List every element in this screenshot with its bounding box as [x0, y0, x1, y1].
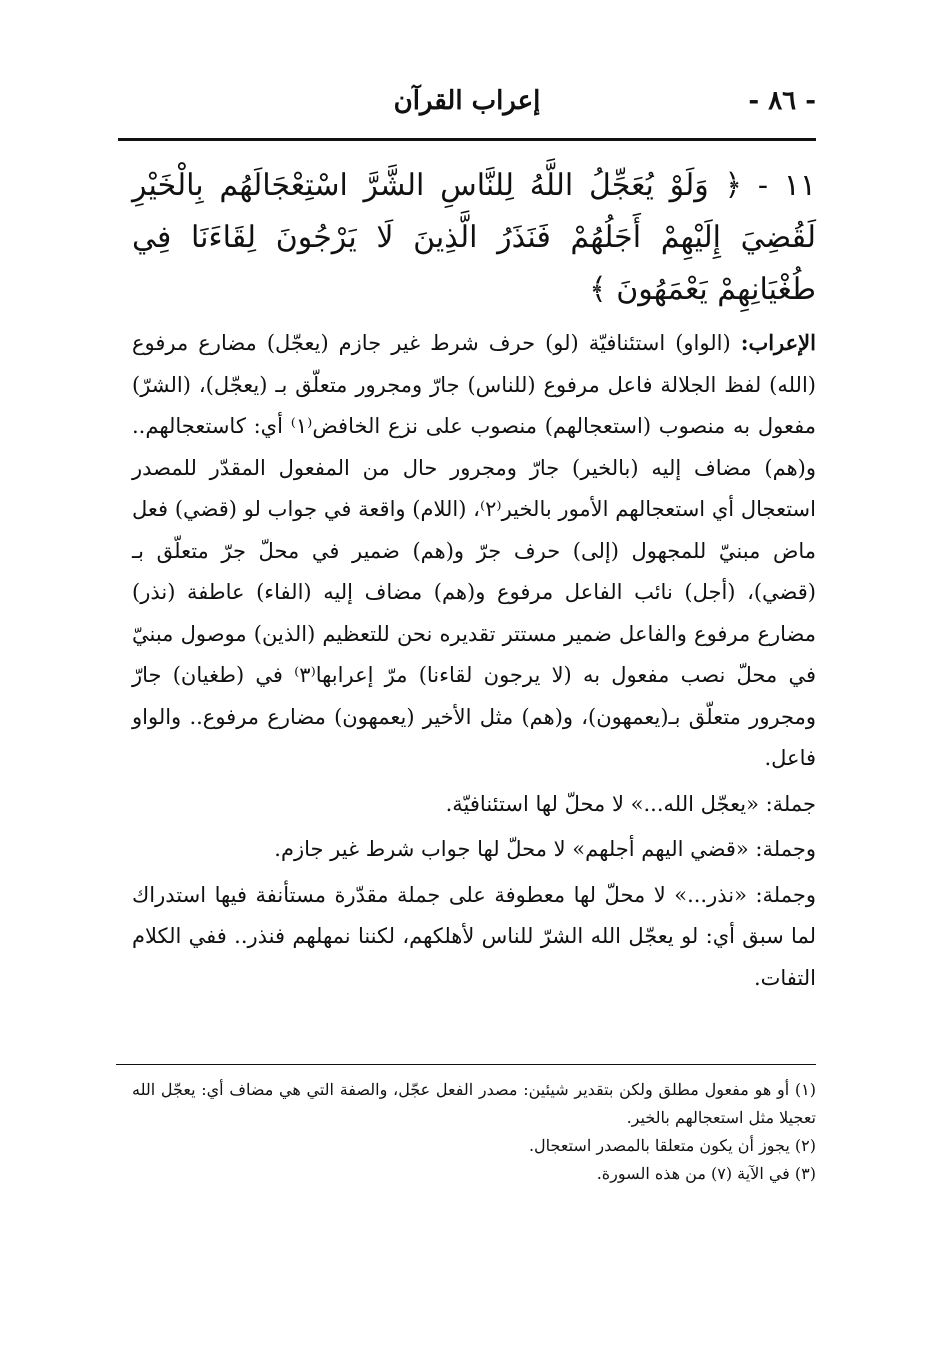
footnote-rule: [116, 1064, 816, 1065]
grammar-analysis: [132, 322, 816, 780]
page-number: - ٨٦ -: [748, 86, 816, 116]
running-title: إعراب القرآن: [393, 86, 541, 116]
analysis-text: (الواو) استئنافيّة (لو) حرف شرط غير جازم (يعجّل) مضارع مرفوع (الله) لفظ الجلالة فاعل مرفوع (للناس) جارّ ومجرور متعلّق بـ (يعجّل)، (الشرّ) مفعول به منصوب (استعجالهم) منصوب على نزع الخافض⁽١⁾ أي: كاستعجالهم.. و(هم) مضاف إليه (بالخير) جارّ ومجرور حال من المفعول المقدّر للمصدر استعجال أي استعجالهم الأمور بالخير⁽٢⁾، (اللام) واقعة في جواب لو (قضي) فعل ماض مبنيّ للمجهول (إلى) حرف جرّ و(هم) ضمير في محلّ جرّ متعلّق بـ (قضي)، (أجل) نائب الفاعل مرفوع و(هم) مضاف إليه (الفاء) عاطفة (نذر) مضارع مرفوع والفاعل ضمير مستتر تقديره نحن للتعظيم (الذين) موصول مبنيّ في محلّ نصب مفعول به (لا يرجون لقاءنا) مرّ إعرابها⁽٣⁾ في (طغيان) جارّ ومجرور متعلّق بـ(يعمهون)، و(هم) مثل الأخير (يعمهون) مضارع مرفوع.. والواو فاعل.: [132, 331, 816, 770]
sentence-analysis-1: جملة: «يعجّل الله...» لا محلّ لها استئنافيّة.: [445, 791, 816, 816]
footnote-3: (٣) في الآية (٧) من هذه السورة.: [596, 1164, 816, 1183]
footnotes: [132, 1076, 816, 1188]
footnote-1: (١) أو هو مفعول مطلق ولكن بتقدير شيئين: مصدر الفعل عجّل، والصفة التي هي مضاف أي: يعجّل الله تعجيلا مثل استعجالهم بالخير.: [132, 1080, 816, 1127]
sentence-analysis-3: وجملة: «نذر...» لا محلّ لها معطوفة على جملة مقدّرة مستأنفة فيها استدراك لما سبق أي: لو يعجّل الله الشرّ للناس لأهلكهم، لكننا نمهلهم فنذر.. ففي الكلام التفات.: [132, 882, 816, 990]
analysis-label: الإعراب:: [740, 330, 816, 355]
sentence-analysis-2: وجملة: «قضي اليهم أجلهم» لا محلّ لها جواب شرط غير جازم.: [274, 837, 816, 861]
quran-verse: ١١ - ﴿ وَلَوْ يُعَجِّلُ اللَّهُ لِلنَّاسِ الشَّرَّ اسْتِعْجَالَهُم بِالْخَيْرِ لَقُضِيَ إِلَيْهِمْ أَجَلُهُمْ فَنَذَرُ الَّذِينَ لَا يَرْجُونَ لِقَاءَنَا فِي طُغْيَانِهِمْ يَعْمَهُونَ ﴾: [132, 168, 816, 307]
header-rule: [118, 138, 816, 141]
main-content: [132, 160, 816, 999]
page-header: [118, 80, 816, 136]
footnote-2: (٢) يجوز أن يكون متعلقا بالمصدر استعجال.: [528, 1136, 816, 1155]
